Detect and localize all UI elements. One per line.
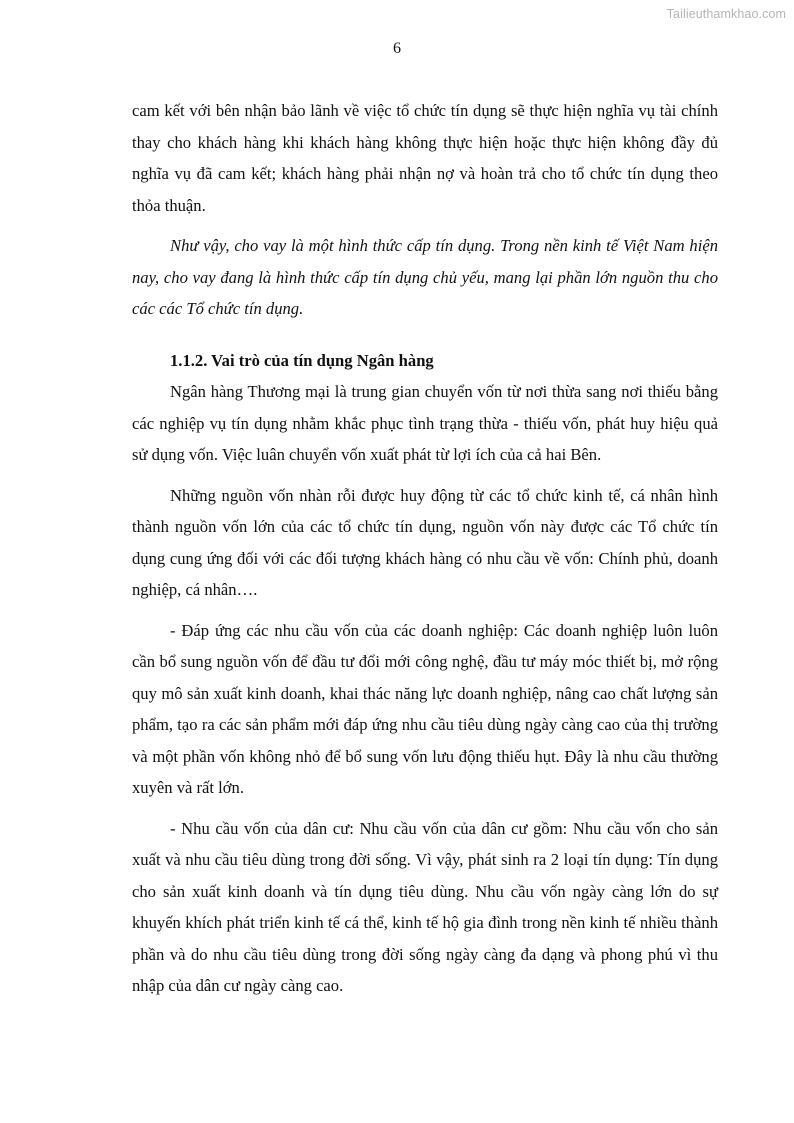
paragraph-bank-intermediary: Ngân hàng Thương mại là trung gian chuyển vốn từ nơi thừa sang nơi thiếu bằng các nghiệp vụ tín dụng nhằm khắc phục tình trạng thừa - thiếu vốn, phát huy hiệu quả sử dụng vốn. Việc luân chuyển vốn xuất phát từ lợi ích của cả hai Bên. — [132, 382, 718, 464]
paragraph-idle-capital: Những nguồn vốn nhàn rỗi được huy động từ các tổ chức kinh tế, cá nhân hình thành nguồn vốn lớn của các tổ chức tín dụng, nguồn vốn này được các Tổ chức tín dụng cung ứng đối với các đối tượng khách hàng có nhu cầu về vốn: Chính phủ, doanh nghiệp, cá nhân…. — [132, 485, 718, 599]
document-body — [132, 95, 718, 1011]
watermark-text: Tailieuthamkhao.com — [666, 7, 786, 21]
paragraph-guarantee-continuation: cam kết với bên nhận bảo lãnh về việc tổ chức tín dụng sẽ thực hiện nghĩa vụ tài chính thay cho khách hàng khi khách hàng không thực hiện hoặc thực hiện không đầy đủ nghĩa vụ đã cam kết; khách hàng phải nhận nợ và hoàn trả cho tổ chức tín dụng theo thỏa thuận. — [132, 101, 718, 215]
paragraph-enterprise-needs: - Đáp ứng các nhu cầu vốn của các doanh nghiệp: Các doanh nghiệp luôn luôn cần bổ sung nguồn vốn để đầu tư đổi mới công nghệ, đầu tư máy móc thiết bị, mở rộng quy mô sản xuất kinh doanh, khai thác năng lực doanh nghiệp, nâng cao chất lượng sản phẩm, tạo ra các sản phẩm mới đáp ứng nhu cầu tiêu dùng ngày càng cao của thị trường và một phần vốn không nhỏ để bổ sung vốn lưu động thiếu hụt. Đây là nhu cầu thường xuyên và rất lớn. — [132, 620, 718, 797]
page-number: 6 — [393, 40, 401, 57]
paragraph-lending-summary: Như vậy, cho vay là một hình thức cấp tín dụng. Trong nền kinh tế Việt Nam hiện nay, cho vay đang là hình thức cấp tín dụng chủ yếu, mang lại phần lớn nguồn thu cho các các Tổ chức tín dụng. — [132, 236, 718, 318]
paragraph-resident-needs: - Nhu cầu vốn của dân cư: Nhu cầu vốn của dân cư gồm: Nhu cầu vốn cho sản xuất và nhu cầu tiêu dùng trong đời sống. Vì vậy, phát sinh ra 2 loại tín dụng: Tín dụng cho sản xuất kinh doanh và tín dụng tiêu dùng. Nhu cầu vốn ngày càng lớn do sự khuyến khích phát triển kinh tế cá thể, kinh tế hộ gia đình trong nền kinh tế nhiều thành phần và do nhu cầu tiêu dùng trong đời sống ngày càng đa dạng và phong phú vì thu nhập của dân cư ngày càng cao. — [132, 818, 718, 995]
section-heading: 1.1.2. Vai trò của tín dụng Ngân hàng — [170, 350, 434, 370]
